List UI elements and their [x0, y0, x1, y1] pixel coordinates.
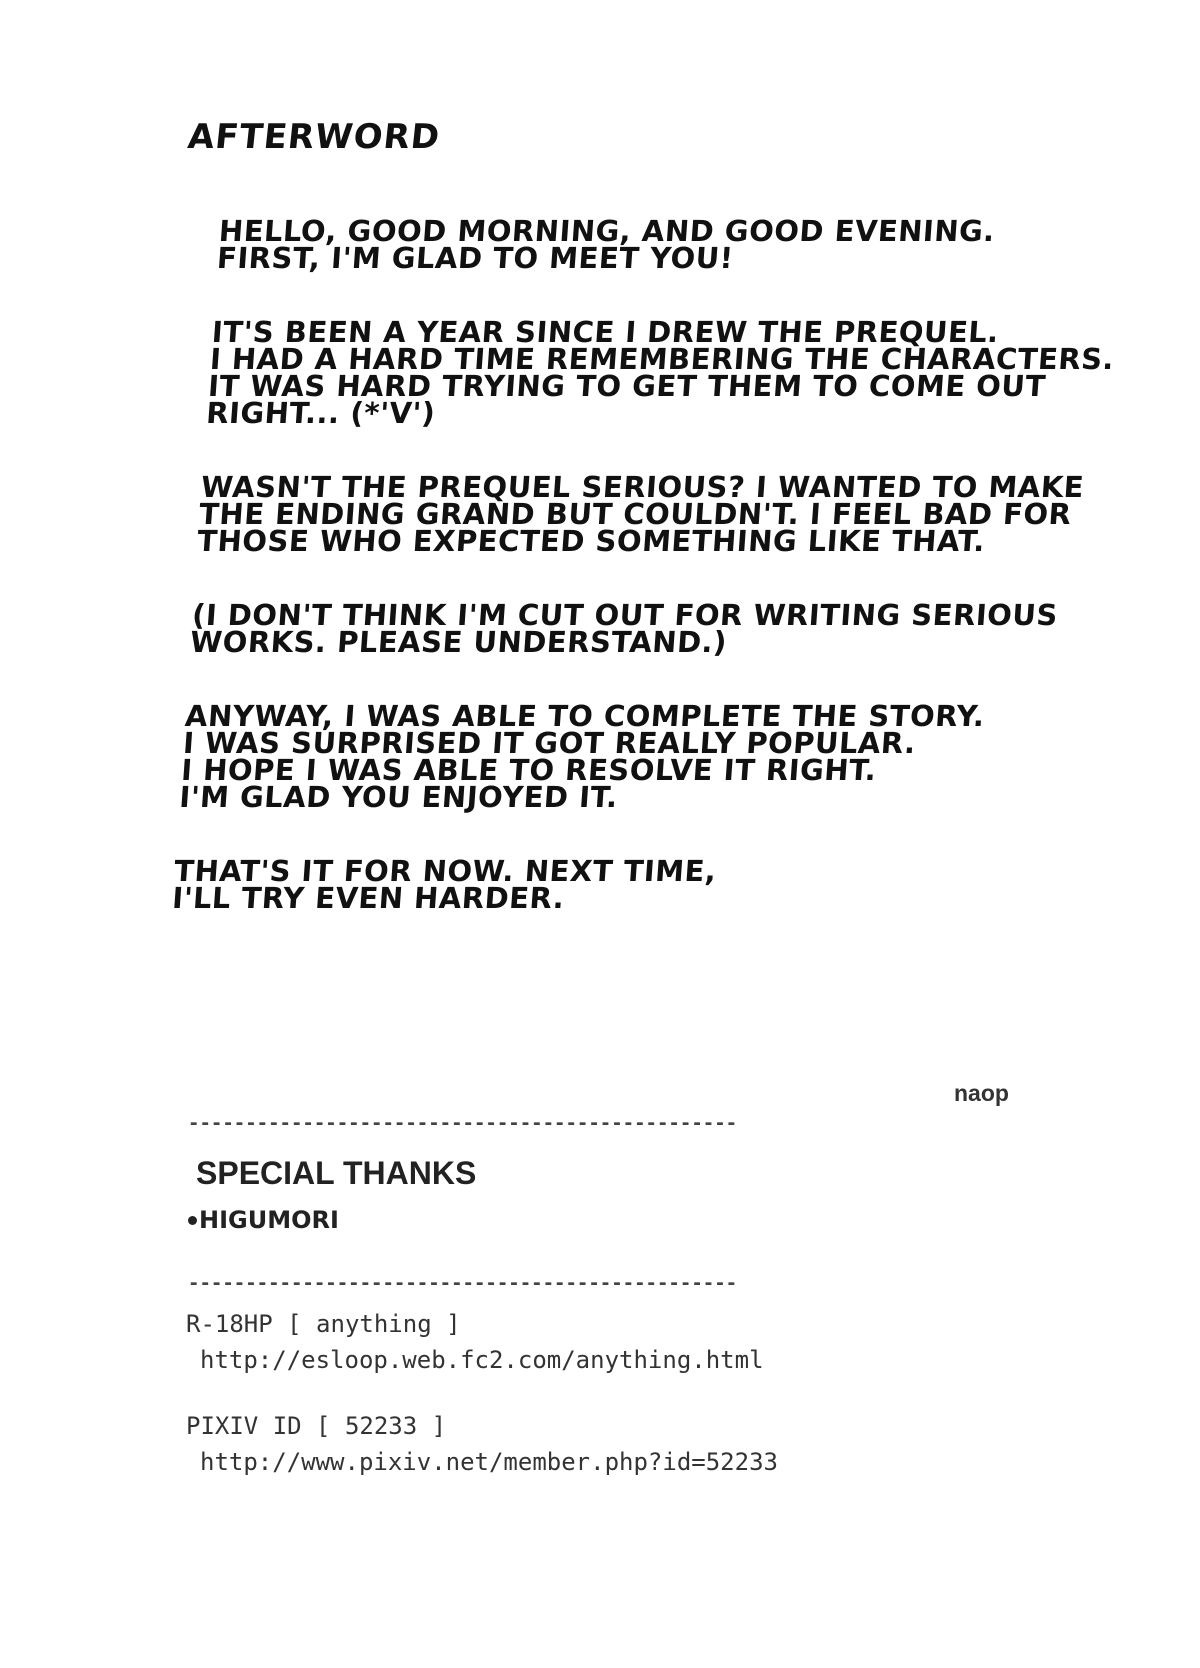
paragraph: [215, 214, 1120, 275]
text-line: WORKS. PLEASE UNDERSTAND.): [189, 625, 729, 659]
paragraph: [171, 854, 1075, 915]
special-thanks-title: SPECIAL THANKS: [196, 1155, 477, 1191]
text-line: HELLO, GOOD MORNING, AND GOOD EVENING.: [217, 214, 997, 248]
text-line: ANYWAY, I WAS ABLE TO COMPLETE THE STORY.: [183, 699, 986, 733]
homepage-link-block: [186, 1310, 764, 1374]
paragraph: [205, 315, 1116, 430]
text-line: IT WAS HARD TRYING TO GET THEM TO COME OUT: [206, 369, 1047, 403]
special-thanks-list: [188, 1206, 339, 1234]
thanks-name: HIGUMORI: [199, 1206, 339, 1234]
paragraph: [189, 598, 1093, 659]
homepage-label: R-18HP [ anything ]: [186, 1310, 461, 1338]
text-line: FIRST, I'M GLAD TO MEET YOU!: [215, 241, 735, 275]
text-line: I HAD A HARD TIME REMEMBERING THE CHARACTERS.: [208, 342, 1116, 376]
text-line: IT'S BEEN A YEAR SINCE I DREW THE PREQUEL.: [210, 315, 1001, 349]
list-item: [188, 1206, 339, 1234]
text-line: RIGHT... (*'V'): [205, 396, 437, 430]
pixiv-url-link[interactable]: http://www.pixiv.net/member.php?id=52233: [200, 1448, 778, 1476]
text-line: THOSE WHO EXPECTED SOMETHING LIKE THAT.: [196, 524, 987, 558]
text-line: I WAS SURPRISED IT GOT REALLY POPULAR.: [182, 726, 918, 760]
paragraph: [196, 470, 1102, 558]
section-divider: ------------------------------------------------: [188, 1272, 738, 1294]
author-signature: naop: [954, 1080, 1009, 1106]
text-line: I'LL TRY EVEN HARDER.: [171, 881, 566, 915]
text-line: (I DON'T THINK I'M CUT OUT FOR WRITING SERIOUS: [190, 598, 1059, 632]
bullet-icon: [188, 1216, 197, 1225]
section-divider: ------------------------------------------------: [188, 1112, 738, 1134]
pixiv-link-block: [186, 1412, 778, 1476]
text-line: I HOPE I WAS ABLE TO RESOLVE IT RIGHT.: [180, 753, 878, 787]
homepage-url-link[interactable]: http://esloop.web.fc2.com/anything.html: [200, 1346, 764, 1374]
paragraph: [178, 699, 1086, 814]
text-line: THAT'S IT FOR NOW. NEXT TIME,: [173, 854, 718, 888]
page-title: AFTERWORD: [185, 117, 443, 157]
afterword-body: [168, 214, 1120, 959]
text-line: THE ENDING GRAND BUT COULDN'T. I FEEL BAD FOR: [198, 497, 1073, 531]
pixiv-id-label: PIXIV ID [ 52233 ]: [186, 1412, 447, 1440]
text-line: WASN'T THE PREQUEL SERIOUS? I WANTED TO MAKE: [199, 470, 1086, 504]
text-line: I'M GLAD YOU ENJOYED IT.: [178, 780, 620, 814]
